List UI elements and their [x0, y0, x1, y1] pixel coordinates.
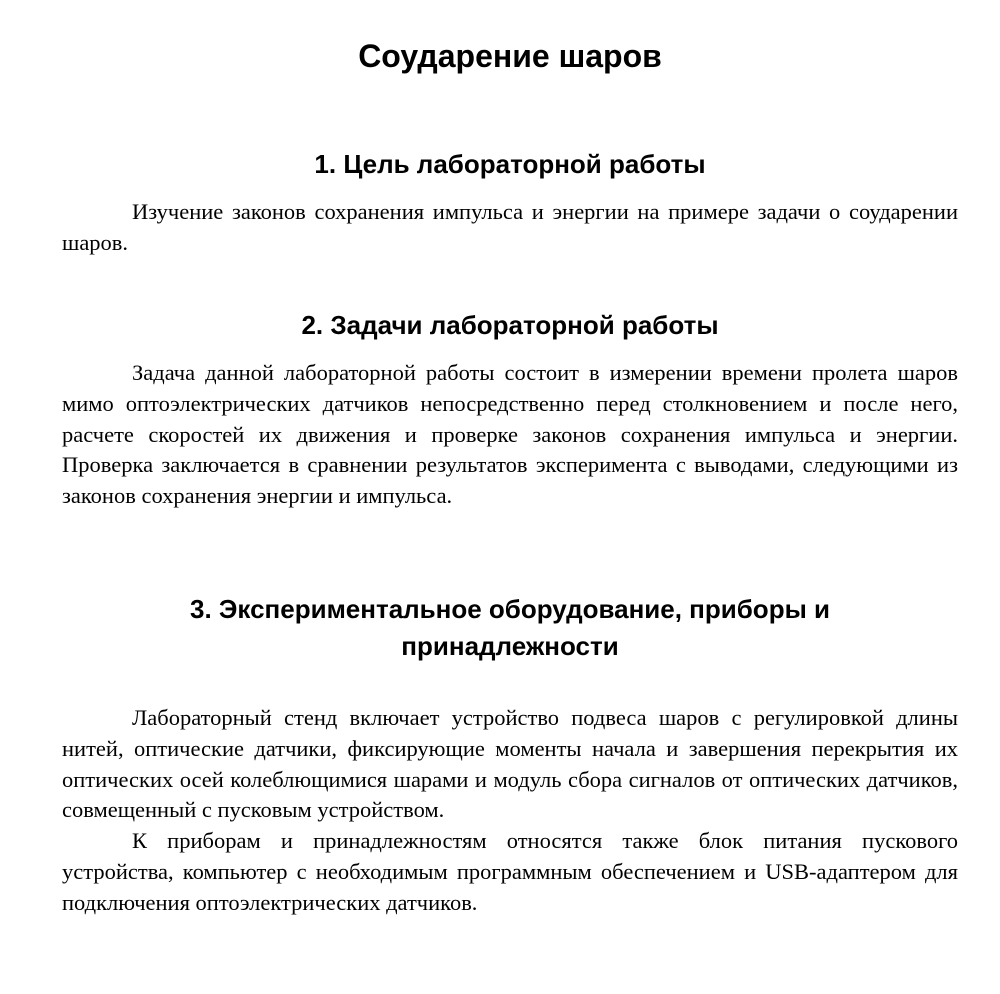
section-equipment-body: [62, 703, 958, 919]
section-heading-tasks: 2. Задачи лабораторной работы: [301, 310, 719, 340]
section-heading-equipment-line2: принадлежности: [401, 631, 619, 661]
section-goal-body: [62, 197, 958, 259]
section-tasks-body: [62, 358, 958, 512]
paragraph: Изучение законов сохранения импульса и энергии на примере задачи о соударении шаров.: [62, 199, 958, 255]
section-heading-equipment: [62, 591, 958, 665]
paragraph: Лабораторный стенд включает устройство подвеса шаров с регулировкой длины нитей, оптические датчики, фиксирующие моменты начала и завершения перекрытия их оптических осей колеблющимися шарами и модуль сбора сигналов от оптических датчиков, совмещенный с пусковым устройством.: [62, 705, 958, 823]
section-heading-goal: 1. Цель лабораторной работы: [314, 149, 706, 179]
paragraph: К приборам и принадлежностям относятся также блок питания пускового устройства, компьютер с необходимым программным обеспечением и USB-адаптером для подключения оптоэлектрических датчиков.: [62, 828, 958, 915]
document-title: Соударение шаров: [358, 38, 662, 74]
section-heading-equipment-line1: 3. Экспериментальное оборудование, приборы и: [190, 594, 830, 624]
paragraph: Задача данной лабораторной работы состоит в измерении времени пролета шаров мимо оптоэлектрических датчиков непосредственно перед столкновением и после него, расчете скоростей их движения и проверке законов сохранения импульса и энергии. Проверка заключается в сравнении результатов эксперимента с выводами, следующими из законов сохранения энергии и импульса.: [62, 360, 958, 509]
